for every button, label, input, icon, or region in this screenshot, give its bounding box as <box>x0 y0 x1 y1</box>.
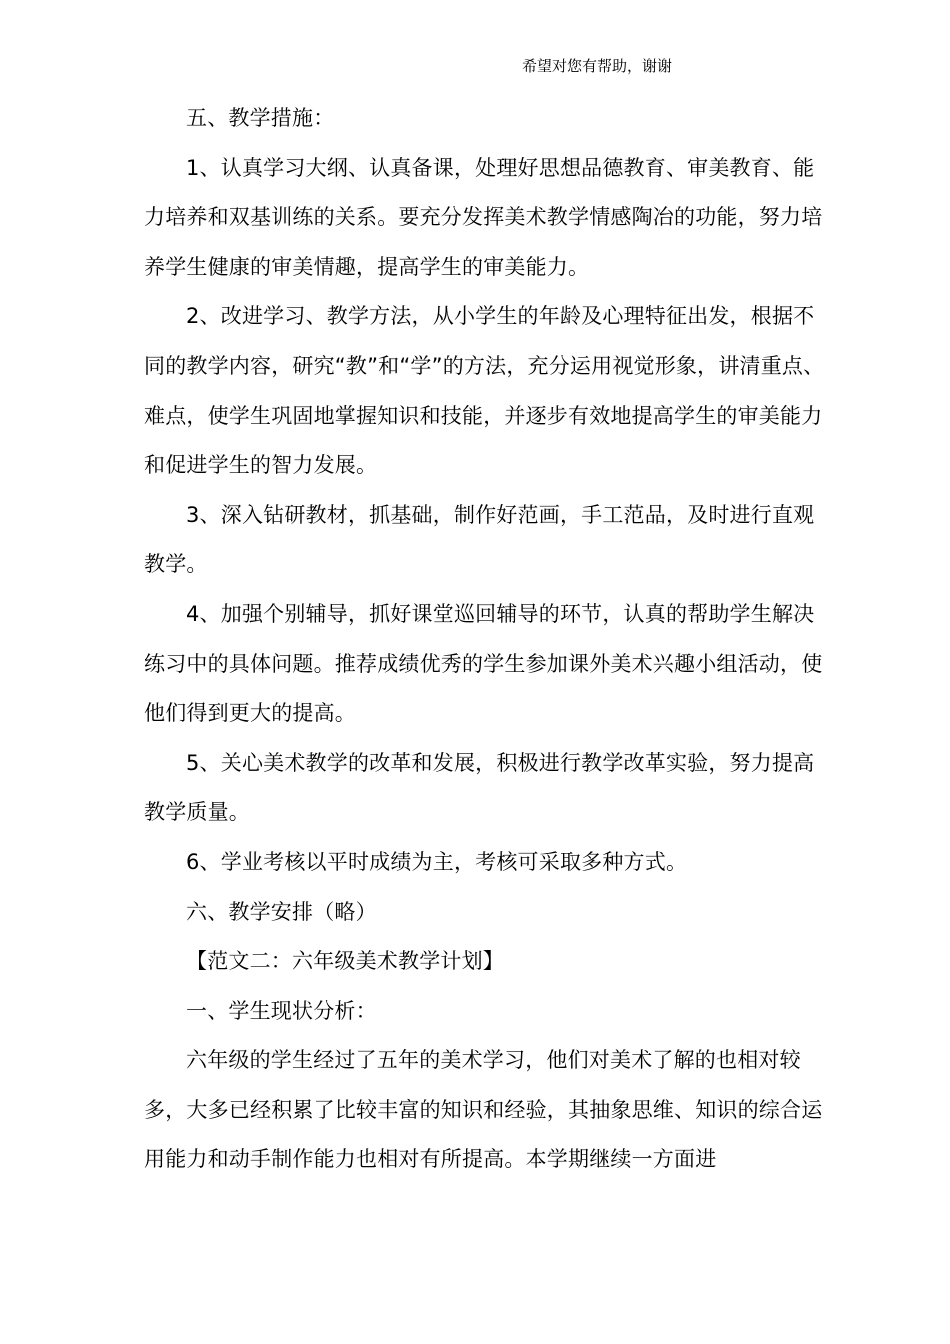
measure-item-5: 5、关心美术教学的改革和发展，积极进行教学改革实验，努力提高教学质量。 <box>144 750 815 825</box>
measure-item-6: 6、学业考核以平时成绩为主，考核可采取多种方式。 <box>186 849 688 874</box>
document-body <box>144 94 834 1185</box>
measure-item-3: 3、深入钻研教材，抓基础，制作好范画，手工范品，及时进行直观教学。 <box>144 502 815 577</box>
sample-title-2: 【范文二：六年级美术教学计划】 <box>186 949 504 974</box>
section-heading-teaching-measures: 五、教学措施： <box>186 106 335 130</box>
measure-item-2: 2、改进学习、教学方法，从小学生的年龄及心理特征出发，根据不同的教学内容，研究“教”和“学”的方法，充分运用视觉形象，讲清重点、难点，使学生巩固地掌握知识和技能，并逐步有效地提高学生的审美能力和促进学生的智力发展。 <box>144 304 825 478</box>
section-heading-student-analysis: 一、学生现状分析： <box>186 998 377 1023</box>
section-heading-teaching-schedule: 六、教学安排（略） <box>186 899 377 924</box>
header-note: 希望对您有帮助，谢谢 <box>522 57 673 75</box>
measure-item-1: 1、认真学习大纲、认真备课，处理好思想品德教育、审美教育、能力培养和双基训练的关系。要充分发挥美术教学情感陶冶的功能，努力培养学生健康的审美情趣，提高学生的审美能力。 <box>144 155 823 279</box>
measure-item-4: 4、加强个别辅导，抓好课堂巡回辅导的环节，认真的帮助学生解决练习中的具体问题。推荐成绩优秀的学生参加课外美术兴趣小组活动，使他们得到更大的提高。 <box>144 601 823 726</box>
student-analysis-paragraph: 六年级的学生经过了五年的美术学习，他们对美术了解的也相对较多，大多已经积累了比较丰富的知识和经验，其抽象思维、知识的综合运用能力和动手制作能力也相对有所提高。本学期继续一方面进 <box>144 1048 823 1172</box>
